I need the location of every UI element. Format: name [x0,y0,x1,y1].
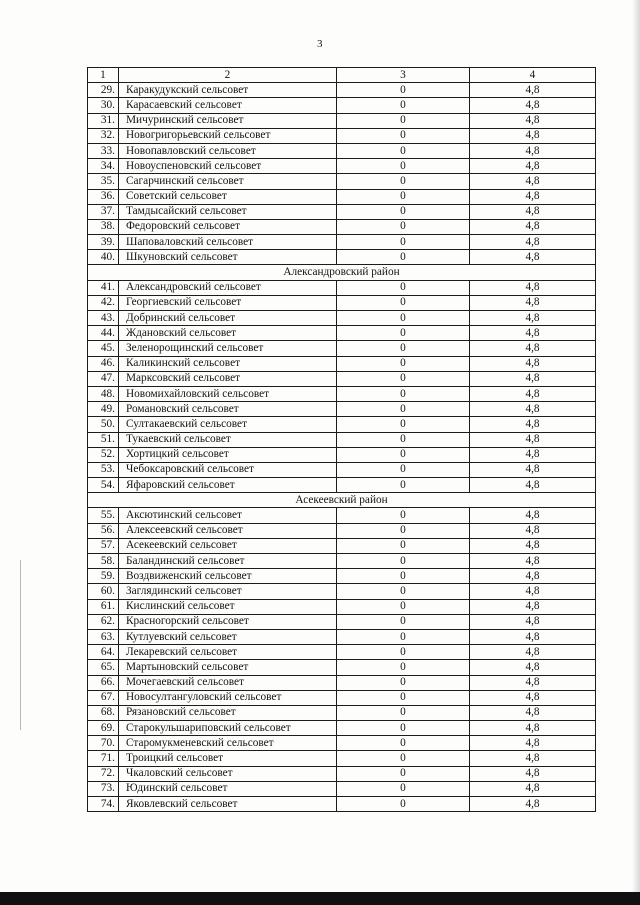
value-col-3: 0 [337,356,470,371]
value-col-3: 0 [337,174,470,189]
value-col-3: 0 [337,311,470,326]
council-name: Георгиевский сельсовет [119,295,337,310]
council-name: Новопавловский сельсовет [119,143,337,158]
row-number: 64. [88,645,119,660]
value-col-4: 4,8 [470,462,596,477]
value-col-3: 0 [337,508,470,523]
value-col-3: 0 [337,797,470,812]
value-col-4: 4,8 [470,386,596,401]
value-col-3: 0 [337,675,470,690]
column-header: 2 [119,68,337,83]
table-row [88,614,596,629]
council-name: Юдинский сельсовет [119,781,337,796]
value-col-4: 4,8 [470,128,596,143]
row-number: 54. [88,478,119,493]
table-row [88,174,596,189]
table-row [88,478,596,493]
table-row [88,204,596,219]
value-col-3: 0 [337,629,470,644]
value-col-3: 0 [337,386,470,401]
value-col-4: 4,8 [470,143,596,158]
table-row [88,356,596,371]
row-number: 72. [88,766,119,781]
row-number: 30. [88,98,119,113]
value-col-4: 4,8 [470,402,596,417]
value-col-3: 0 [337,462,470,477]
table-row [88,508,596,523]
council-name: Троицкий сельсовет [119,751,337,766]
row-number: 48. [88,386,119,401]
row-number: 44. [88,326,119,341]
value-col-3: 0 [337,660,470,675]
value-col-3: 0 [337,478,470,493]
row-number: 53. [88,462,119,477]
table-row [88,402,596,417]
value-col-3: 0 [337,326,470,341]
table-row [88,326,596,341]
council-name: Тамдысайский сельсовет [119,204,337,219]
council-name: Зеленорощинский сельсовет [119,341,337,356]
value-col-3: 0 [337,295,470,310]
table-row [88,341,596,356]
table-row [88,432,596,447]
row-number: 36. [88,189,119,204]
value-col-4: 4,8 [470,204,596,219]
value-col-3: 0 [337,143,470,158]
table-row [88,781,596,796]
table-header-row [88,68,596,83]
value-col-4: 4,8 [470,356,596,371]
value-col-3: 0 [337,113,470,128]
row-number: 38. [88,219,119,234]
value-col-3: 0 [337,204,470,219]
value-col-4: 4,8 [470,781,596,796]
scan-margin-mark [20,560,21,730]
value-col-4: 4,8 [470,751,596,766]
row-number: 43. [88,311,119,326]
value-col-4: 4,8 [470,797,596,812]
council-name: Лекаревский сельсовет [119,645,337,660]
value-col-3: 0 [337,538,470,553]
value-col-4: 4,8 [470,614,596,629]
table-row [88,447,596,462]
table-row [88,797,596,812]
value-col-4: 4,8 [470,721,596,736]
value-col-3: 0 [337,371,470,386]
table-row [88,721,596,736]
row-number: 40. [88,250,119,265]
value-col-3: 0 [337,584,470,599]
council-name: Хортицкий сельсовет [119,447,337,462]
municipality-table [87,67,596,812]
scan-bottom-edge [0,892,640,905]
council-name: Новогригорьевский сельсовет [119,128,337,143]
value-col-3: 0 [337,766,470,781]
column-header: 3 [337,68,470,83]
value-col-3: 0 [337,645,470,660]
table-row [88,280,596,295]
value-col-4: 4,8 [470,599,596,614]
row-number: 55. [88,508,119,523]
council-name: Мочегаевский сельсовет [119,675,337,690]
value-col-4: 4,8 [470,98,596,113]
value-col-3: 0 [337,128,470,143]
row-number: 73. [88,781,119,796]
value-col-3: 0 [337,341,470,356]
value-col-4: 4,8 [470,219,596,234]
value-col-4: 4,8 [470,569,596,584]
value-col-3: 0 [337,569,470,584]
table-row [88,417,596,432]
table-row [88,386,596,401]
row-number: 51. [88,432,119,447]
row-number: 71. [88,751,119,766]
council-name: Ждановский сельсовет [119,326,337,341]
council-name: Чебоксаровский сельсовет [119,462,337,477]
council-name: Сагарчинский сельсовет [119,174,337,189]
value-col-4: 4,8 [470,447,596,462]
row-number: 57. [88,538,119,553]
table-row [88,295,596,310]
table-row [88,189,596,204]
council-name: Марксовский сельсовет [119,371,337,386]
value-col-3: 0 [337,98,470,113]
column-header: 4 [470,68,596,83]
row-number: 59. [88,569,119,584]
council-name: Шаповаловский сельсовет [119,235,337,250]
council-name: Старомукменевский сельсовет [119,736,337,751]
value-col-3: 0 [337,721,470,736]
value-col-4: 4,8 [470,280,596,295]
column-header: 1 [88,68,119,83]
table-row [88,629,596,644]
value-col-3: 0 [337,781,470,796]
table-row [88,159,596,174]
row-number: 60. [88,584,119,599]
table-row [88,143,596,158]
table-row [88,462,596,477]
council-name: Советский сельсовет [119,189,337,204]
value-col-3: 0 [337,159,470,174]
value-col-4: 4,8 [470,432,596,447]
table-row [88,523,596,538]
council-name: Рязановский сельсовет [119,705,337,720]
council-name: Султакаевский сельсовет [119,417,337,432]
council-name: Каракудукский сельсовет [119,83,337,98]
value-col-3: 0 [337,235,470,250]
council-name: Алексеевский сельсовет [119,523,337,538]
value-col-4: 4,8 [470,629,596,644]
value-col-4: 4,8 [470,675,596,690]
value-col-4: 4,8 [470,113,596,128]
value-col-4: 4,8 [470,189,596,204]
council-name: Новоуспеновский сельсовет [119,159,337,174]
value-col-3: 0 [337,614,470,629]
row-number: 74. [88,797,119,812]
row-number: 66. [88,675,119,690]
council-name: Кутлуевский сельсовет [119,629,337,644]
row-number: 50. [88,417,119,432]
table-row [88,83,596,98]
value-col-4: 4,8 [470,174,596,189]
row-number: 45. [88,341,119,356]
value-col-3: 0 [337,250,470,265]
table-row [88,751,596,766]
council-name: Карасаевский сельсовет [119,98,337,113]
value-col-3: 0 [337,447,470,462]
value-col-3: 0 [337,189,470,204]
value-col-3: 0 [337,280,470,295]
value-col-4: 4,8 [470,235,596,250]
table-row [88,311,596,326]
value-col-4: 4,8 [470,690,596,705]
row-number: 35. [88,174,119,189]
row-number: 37. [88,204,119,219]
table-row [88,113,596,128]
council-name: Заглядинский сельсовет [119,584,337,599]
table-body [88,68,596,812]
value-col-4: 4,8 [470,705,596,720]
council-name: Федоровский сельсовет [119,219,337,234]
table-row [88,538,596,553]
table-row [88,705,596,720]
value-col-4: 4,8 [470,478,596,493]
value-col-3: 0 [337,751,470,766]
row-number: 47. [88,371,119,386]
council-name: Мартыновский сельсовет [119,660,337,675]
council-name: Александровский сельсовет [119,280,337,295]
value-col-4: 4,8 [470,508,596,523]
row-number: 42. [88,295,119,310]
table-row [88,569,596,584]
council-name: Старокульшариповский сельсовет [119,721,337,736]
row-number: 61. [88,599,119,614]
row-number: 68. [88,705,119,720]
value-col-3: 0 [337,432,470,447]
table-row [88,675,596,690]
value-col-3: 0 [337,705,470,720]
value-col-3: 0 [337,599,470,614]
table-row [88,736,596,751]
value-col-4: 4,8 [470,159,596,174]
value-col-4: 4,8 [470,295,596,310]
district-section-row [88,265,596,280]
value-col-4: 4,8 [470,250,596,265]
row-number: 49. [88,402,119,417]
value-col-4: 4,8 [470,736,596,751]
district-name: Александровский район [88,265,596,280]
row-number: 58. [88,554,119,569]
council-name: Шкуновский сельсовет [119,250,337,265]
value-col-3: 0 [337,736,470,751]
value-col-4: 4,8 [470,523,596,538]
district-section-row [88,493,596,508]
scan-right-edge [632,0,640,905]
council-name: Добринский сельсовет [119,311,337,326]
row-number: 29. [88,83,119,98]
value-col-4: 4,8 [470,417,596,432]
council-name: Кислинский сельсовет [119,599,337,614]
council-name: Каликинский сельсовет [119,356,337,371]
row-number: 70. [88,736,119,751]
row-number: 63. [88,629,119,644]
council-name: Аксютинский сельсовет [119,508,337,523]
council-name: Новомихайловский сельсовет [119,386,337,401]
row-number: 32. [88,128,119,143]
row-number: 65. [88,660,119,675]
row-number: 31. [88,113,119,128]
table-row [88,554,596,569]
value-col-4: 4,8 [470,554,596,569]
value-col-3: 0 [337,523,470,538]
value-col-4: 4,8 [470,660,596,675]
row-number: 34. [88,159,119,174]
value-col-4: 4,8 [470,311,596,326]
table-row [88,766,596,781]
value-col-3: 0 [337,554,470,569]
row-number: 67. [88,690,119,705]
district-name: Асекеевский район [88,493,596,508]
council-name: Яфаровский сельсовет [119,478,337,493]
value-col-4: 4,8 [470,83,596,98]
table-row [88,235,596,250]
table-row [88,371,596,386]
council-name: Асекеевский сельсовет [119,538,337,553]
value-col-4: 4,8 [470,645,596,660]
row-number: 69. [88,721,119,736]
row-number: 39. [88,235,119,250]
value-col-3: 0 [337,690,470,705]
table-row [88,219,596,234]
table-row [88,690,596,705]
value-col-4: 4,8 [470,341,596,356]
table-row [88,98,596,113]
value-col-4: 4,8 [470,766,596,781]
table-row [88,584,596,599]
council-name: Красногорский сельсовет [119,614,337,629]
council-name: Романовский сельсовет [119,402,337,417]
table-row [88,250,596,265]
row-number: 52. [88,447,119,462]
value-col-3: 0 [337,219,470,234]
council-name: Баландинский сельсовет [119,554,337,569]
page-number: 3 [317,38,323,50]
council-name: Тукаевский сельсовет [119,432,337,447]
row-number: 62. [88,614,119,629]
table-row [88,599,596,614]
council-name: Яковлевский сельсовет [119,797,337,812]
value-col-4: 4,8 [470,326,596,341]
row-number: 56. [88,523,119,538]
table-row [88,660,596,675]
table-row [88,128,596,143]
council-name: Воздвиженский сельсовет [119,569,337,584]
value-col-4: 4,8 [470,584,596,599]
council-name: Мичуринский сельсовет [119,113,337,128]
value-col-4: 4,8 [470,371,596,386]
council-name: Чкаловский сельсовет [119,766,337,781]
value-col-4: 4,8 [470,538,596,553]
row-number: 33. [88,143,119,158]
row-number: 46. [88,356,119,371]
value-col-3: 0 [337,83,470,98]
value-col-3: 0 [337,417,470,432]
table-row [88,645,596,660]
value-col-3: 0 [337,402,470,417]
council-name: Новосултангуловский сельсовет [119,690,337,705]
row-number: 41. [88,280,119,295]
